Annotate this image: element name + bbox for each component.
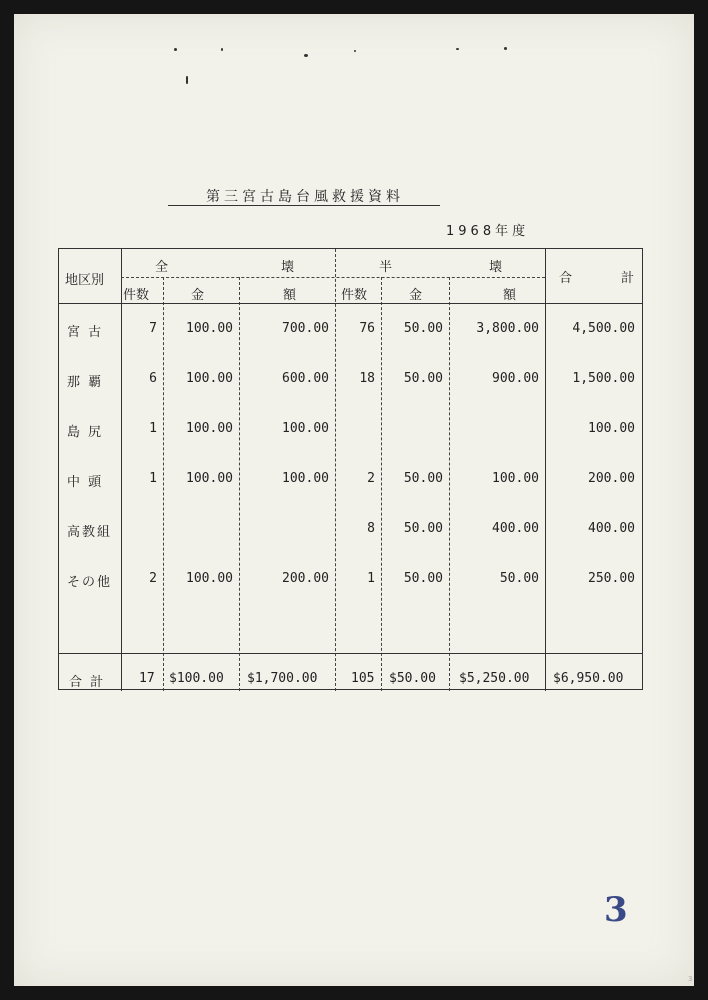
header-district: 地区別 [65,273,105,288]
half-count: 8 [367,521,375,536]
half-unit: 50.00 [403,571,443,586]
full-amount: 200.00 [282,571,329,586]
row-divider [59,653,642,654]
full-amount: 100.00 [282,471,329,486]
half-unit: 50.00 [403,471,443,486]
ink-speck [354,50,356,52]
ink-speck [186,76,188,84]
header-full-amount: 金 [191,288,205,303]
district-label: 島 尻 [67,425,104,440]
half-amount: 100.00 [492,471,539,486]
half-count: 2 [367,471,375,486]
document-title: 第三宮古島台風救援資料 [206,189,404,205]
header-full: 全 [155,260,169,275]
corner-mark: 3 [688,975,693,983]
ink-speck [221,48,223,51]
row-divider [121,277,545,278]
row-total: 250.00 [588,571,635,586]
half-unit: 50.00 [403,521,443,536]
col-divider [239,277,240,691]
total-full-amount: $1,700.00 [247,671,318,686]
half-count: 1 [367,571,375,586]
full-count: 1 [149,421,157,436]
full-amount: 600.00 [282,371,329,386]
col-divider [449,277,450,691]
total-full-unit: $100.00 [169,671,224,686]
district-label: 那 覇 [67,375,104,390]
full-unit: 100.00 [186,321,233,336]
half-unit: 50.00 [403,371,443,386]
row-divider [59,303,642,304]
full-unit: 100.00 [186,471,233,486]
district-label: 中 頭 [67,475,104,490]
header-full-amount-suffix: 額 [283,288,297,303]
relief-table [58,248,643,690]
total-half-unit: $50.00 [389,671,436,686]
full-unit: 100.00 [186,421,233,436]
row-total: 200.00 [588,471,635,486]
col-divider [381,277,382,691]
title-underline [168,205,440,206]
col-divider [163,277,164,691]
full-count: 6 [149,371,157,386]
total-row-label: 合 計 [69,675,106,690]
total-full-count: 17 [139,671,155,686]
half-count: 76 [359,321,375,336]
full-count: 7 [149,321,157,336]
grand-total: $6,950.00 [553,671,624,686]
district-label: 高教組 [67,525,113,540]
fiscal-year: 1968年度 [446,224,530,239]
full-amount: 700.00 [282,321,329,336]
full-count: 2 [149,571,157,586]
row-total: 4,500.00 [572,321,635,336]
col-divider [335,249,336,691]
total-half-count: 105 [351,671,375,686]
col-divider [545,249,546,691]
district-label: その他 [67,575,113,590]
full-amount: 100.00 [282,421,329,436]
full-unit: 100.00 [186,371,233,386]
ink-speck [174,48,177,51]
full-unit: 100.00 [186,571,233,586]
header-total: 合 [559,271,573,286]
row-total: 400.00 [588,521,635,536]
header-half-suffix: 壊 [489,260,503,275]
half-unit: 50.00 [403,321,443,336]
half-amount: 900.00 [492,371,539,386]
header-half-amount: 金 [409,288,423,303]
header-total-suffix: 計 [621,271,635,286]
half-amount: 400.00 [492,521,539,536]
col-divider [121,249,122,691]
ink-speck [304,54,308,57]
header-half: 半 [379,260,393,275]
ink-speck [456,48,459,50]
header-full-suffix: 壊 [281,260,295,275]
total-half-amount: $5,250.00 [459,671,530,686]
row-total: 100.00 [588,421,635,436]
header-half-count: 件数 [341,288,368,303]
ink-speck [504,47,507,50]
half-amount: 3,800.00 [476,321,539,336]
header-half-amount-suffix: 額 [503,288,517,303]
half-count: 18 [359,371,375,386]
district-label: 宮 古 [67,325,104,340]
row-total: 1,500.00 [572,371,635,386]
full-count: 1 [149,471,157,486]
half-amount: 50.00 [499,571,539,586]
header-full-count: 件数 [123,288,150,303]
page-number: 3 [604,890,628,930]
